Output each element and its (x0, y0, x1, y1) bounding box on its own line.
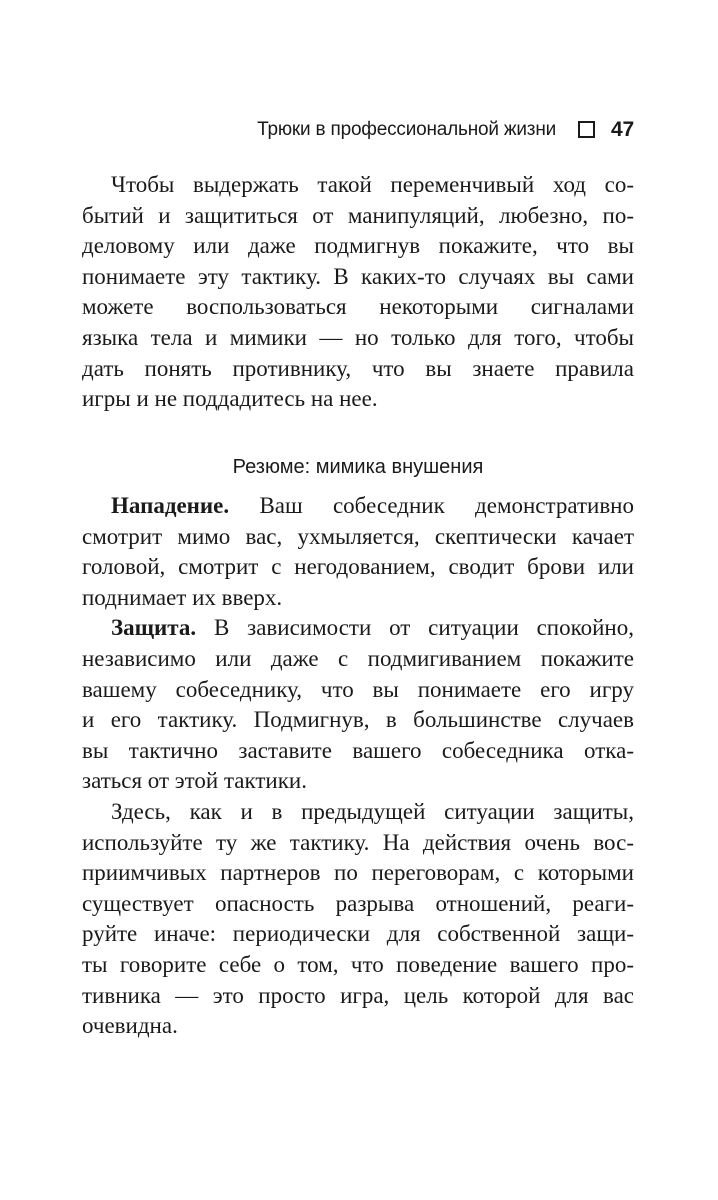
text-line: языка тела и мимики — но только для того, чтобы (82, 324, 634, 350)
text-line: вы тактично заставите вашего собеседника отка- (82, 737, 634, 763)
text-line: вашему собеседнику, что вы понимаете его игру (82, 676, 634, 702)
text-line: понимаете эту тактику. В каких-то случаях вы сами (82, 263, 634, 289)
text-line (82, 613, 634, 644)
text-line: головой, смотрит с негодованием, сводит брови или (82, 554, 634, 580)
text-line: существует опасность разрыва отношений, реаги- (82, 890, 634, 916)
text-line: смотрит мимо вас, ухмыляется, скептически качает (82, 523, 634, 549)
text-line: Здесь, как и в предыдущей ситуации защиты, (111, 798, 634, 824)
text-line: и его тактику. Подмигнув, в большинстве случаев (82, 707, 634, 733)
summary-body (82, 491, 634, 1042)
text-line: бытий и защититься от манипуляций, любезно, по- (82, 202, 634, 228)
text-line (82, 491, 634, 522)
square-bullet-icon (578, 121, 595, 138)
section-heading: Резюме: мимика внушения (232, 456, 484, 478)
text-line: очевидна. (82, 1013, 178, 1039)
defense-lead: Защита. (111, 615, 197, 641)
text-line: независимо или даже с подмигиванием покажите (82, 645, 634, 671)
text-line: можете воспользоваться некоторыми сигналами (82, 294, 634, 320)
text-line: дать понять противнику, что вы знаете правила (82, 355, 634, 381)
defense-line-rest: В зависимости от ситуации спокойно, (196, 615, 634, 641)
text-line: поднимает их вверх. (82, 584, 283, 610)
text-line: ты говорите себе о том, что поведение вашего про- (82, 951, 634, 977)
paragraph-intro (82, 170, 634, 415)
running-header (110, 113, 634, 147)
text-line: тивника — это просто игра, цель которой для вас (82, 982, 634, 1008)
text-line: Чтобы выдержать такой переменчивый ход со- (111, 172, 634, 197)
attack-line-rest: Ваш собеседник демонстративно (229, 493, 634, 518)
text-line: заться от этой тактики. (82, 768, 307, 794)
attack-lead: Нападение. (111, 493, 230, 518)
text-line: деловому или даже подмигнув покажите, что вы (82, 233, 634, 259)
page-number: 47 (611, 118, 634, 141)
text-line: игры и не поддадитесь на нее. (82, 386, 378, 412)
text-line: используйте ту же тактику. На действия очень вос- (82, 829, 634, 855)
running-title: Трюки в профессиональной жизни (257, 119, 557, 140)
text-line: приимчивых партнеров по переговорам, с которыми (82, 860, 634, 886)
text-line: руйте иначе: периодически для собственной защи- (82, 921, 634, 947)
